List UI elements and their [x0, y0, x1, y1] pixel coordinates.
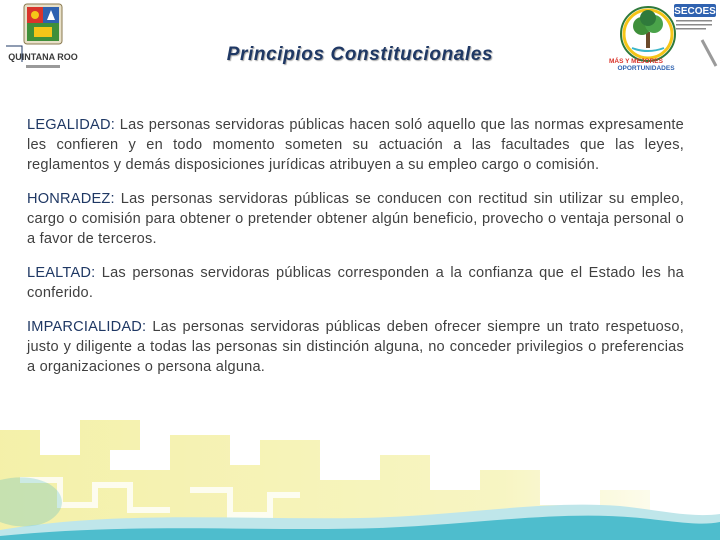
principle-term: LEALTAD: [27, 265, 96, 281]
right-logo-slogan-1: MÁS Y MEJORES [609, 58, 663, 65]
secoes-logo [604, 0, 720, 76]
page-title: Principios Constitucionales [226, 44, 494, 65]
principle-text: Las personas servidoras públicas se conducen con rectitud sin utilizar su empleo, cargo o comisión para obtener o pretender obtener algún beneficio, provecho o ventaja personal o a favor de terceros. [27, 191, 684, 247]
left-logo-text: QUINTANA ROO [8, 52, 78, 62]
right-logo-slogan-2: OPORTUNIDADES [617, 65, 675, 72]
principle-term: IMPARCIALIDAD: [27, 319, 147, 335]
principles-list [27, 115, 684, 391]
principle-text: Las personas servidoras públicas hacen soló aquello que las normas expresamente les confieren y en todo momento someten su actuación a las facultades que las leyes, reglamentos y demás disposiciones jurídicas atribuyen a su empleo cargo o comisión. [27, 117, 684, 173]
principle-term: HONRADEZ: [27, 191, 115, 207]
principle-text: Las personas servidoras públicas corresponden a la confianza que el Estado les ha conferido. [27, 265, 684, 301]
principle-legalidad [27, 115, 684, 175]
principle-imparcialidad [27, 317, 684, 377]
right-logo-brand: SECOES [674, 6, 716, 17]
principle-text: Las personas servidoras públicas deben ofrecer siempre un trato respetuoso, justo y diligente a todas las personas sin distinción alguna, no conceder privilegios o preferencias a organizaciones o persona alguna. [27, 319, 684, 375]
principle-lealtad [27, 263, 684, 303]
decorative-footer [0, 410, 720, 540]
principle-term: LEGALIDAD: [27, 117, 115, 133]
quintana-roo-logo [4, 2, 82, 74]
principle-honradez [27, 189, 684, 249]
